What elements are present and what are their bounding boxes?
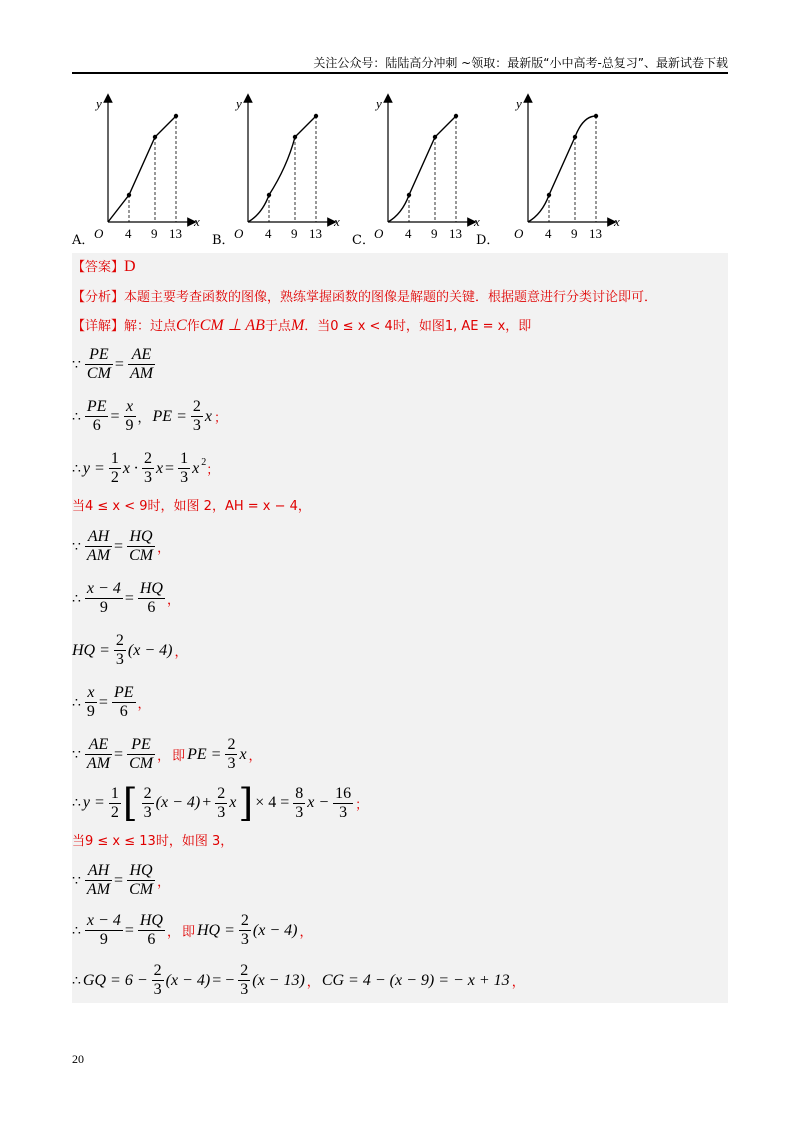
fraction	[238, 962, 250, 999]
denominator: 3	[240, 931, 249, 948]
numerator: PE	[113, 684, 134, 701]
case-2-text: 当4 ≤ x < 9时，如图 2，AH = x − 4，	[72, 499, 311, 514]
analysis-text: 本题主要考查函数的图像，熟练掌握函数的图像是解题的关键．根据题意进行分类讨论即可．	[124, 290, 658, 305]
var-x: x	[239, 745, 247, 763]
because-symbol: ∵	[72, 356, 81, 373]
comma: ，	[248, 749, 262, 764]
denominator: 9	[99, 931, 108, 948]
key-point	[573, 135, 577, 139]
numerator: 2	[143, 784, 152, 802]
origin-label: O	[514, 226, 524, 241]
pe-equals: PE =	[152, 407, 187, 425]
eq-2	[72, 398, 229, 435]
key-point	[314, 114, 318, 118]
tick-label: 4	[265, 226, 272, 241]
fraction	[109, 450, 121, 487]
comma: ，	[157, 541, 171, 556]
equals: =	[110, 407, 120, 425]
case-3-line	[72, 832, 233, 851]
header-rule	[72, 72, 728, 74]
x-minus: x −	[307, 794, 330, 811]
fraction	[142, 785, 154, 822]
option-d-label[interactable]: D．	[476, 233, 500, 248]
numerator: 2	[240, 962, 249, 979]
y-axis-label: y	[96, 96, 102, 111]
fraction	[85, 736, 112, 773]
numerator: HQ	[139, 912, 163, 929]
eq-4	[72, 528, 172, 565]
detail-line	[72, 317, 531, 336]
fraction	[85, 580, 123, 617]
denominator: 2	[110, 803, 119, 821]
denominator: 3	[115, 651, 124, 668]
var-x: x	[155, 459, 164, 477]
eq-9	[72, 781, 370, 825]
answer-value: D	[124, 258, 136, 275]
tick-label: 9	[151, 226, 158, 241]
graph-d	[514, 96, 620, 241]
eq-10	[72, 862, 172, 899]
paren-expression: (x − 13)	[252, 971, 305, 989]
because-symbol: ∵	[72, 872, 81, 889]
denominator: 3	[339, 803, 348, 821]
therefore-symbol: ∴	[72, 922, 81, 939]
cg-equation: CG = 4 − (x − 9) = − x + 13	[321, 971, 510, 989]
case-2-line	[72, 497, 311, 516]
numerator: 2	[217, 784, 226, 802]
x-axis-label: x	[334, 214, 340, 229]
denominator: 3	[240, 981, 249, 998]
therefore-symbol: ∴	[72, 694, 81, 711]
analysis-bracket: 【分析】	[72, 290, 125, 305]
comma: ，	[306, 975, 320, 990]
numerator: 2	[240, 912, 249, 929]
x-axis-label: x	[474, 214, 480, 229]
function-curve	[528, 116, 596, 222]
denominator: 3	[192, 417, 201, 434]
detail-intro-3: 于点	[264, 319, 291, 334]
graph-a	[94, 96, 200, 241]
numerator: AH	[85, 528, 112, 547]
function-curve	[388, 116, 456, 222]
numerator: x	[124, 398, 136, 417]
hq-equals: HQ =	[72, 641, 110, 659]
fraction	[138, 580, 165, 617]
eq-8	[72, 736, 264, 773]
key-point	[153, 135, 157, 139]
comma: ，	[137, 411, 151, 426]
numerator: x	[85, 684, 97, 703]
option-b-label[interactable]: B．	[212, 233, 235, 248]
denominator: CM	[86, 365, 111, 382]
numerator: HQ	[127, 862, 155, 881]
denominator: 9	[125, 417, 134, 434]
key-point	[547, 193, 551, 197]
numerator: x − 4	[86, 580, 121, 597]
because-symbol: ∵	[72, 746, 81, 763]
denominator: 6	[119, 703, 128, 720]
denominator: AM	[86, 755, 111, 772]
y-equals: y =	[82, 459, 105, 477]
fraction	[124, 398, 136, 435]
equals-negative: = −	[212, 971, 235, 989]
detail-intro-1: 解：过点	[124, 319, 177, 334]
numerator: AE	[128, 346, 155, 365]
denominator: AM	[86, 881, 111, 898]
eq-11	[72, 912, 314, 949]
graph-c	[374, 96, 480, 241]
page-number: 20	[72, 1052, 84, 1066]
y-axis-label: y	[516, 96, 522, 111]
key-point	[293, 135, 297, 139]
var-x: x	[229, 794, 237, 811]
fraction	[85, 346, 113, 383]
tick-label: 4	[405, 226, 412, 241]
numerator: HQ	[127, 528, 155, 547]
y-axis-label: y	[376, 96, 382, 111]
denominator: 6	[147, 599, 156, 616]
tick-label: 4	[125, 226, 132, 241]
numerator: x − 4	[86, 912, 121, 929]
option-a-label[interactable]: A．	[72, 233, 95, 248]
fraction	[239, 912, 251, 949]
numerator: PE	[127, 736, 155, 755]
denominator: 2	[110, 469, 119, 486]
eq-12	[72, 962, 527, 999]
comma: ，	[157, 749, 171, 764]
fraction	[293, 785, 305, 822]
numerator: AH	[85, 862, 112, 881]
fraction	[127, 862, 155, 899]
denominator: CM	[129, 547, 154, 564]
exponent: 2	[201, 457, 207, 468]
equals: =	[124, 589, 134, 607]
numerator: 2	[143, 450, 152, 467]
numerator: 2	[192, 398, 201, 415]
fraction	[85, 528, 112, 565]
numerator: PE	[85, 346, 113, 365]
eq-3	[72, 450, 221, 487]
tick-label: 9	[431, 226, 438, 241]
therefore-symbol: ∴	[72, 972, 81, 989]
numerator: AE	[85, 736, 112, 755]
tick-label: 9	[291, 226, 298, 241]
tick-label: 13	[309, 226, 322, 241]
option-graphs	[72, 90, 632, 250]
key-point	[267, 193, 271, 197]
comma: ，	[137, 697, 151, 712]
comma: ，	[166, 925, 180, 940]
paren-expression: (x − 4)	[165, 971, 211, 989]
eq-1	[72, 346, 157, 383]
fraction	[152, 962, 164, 999]
eq-7	[72, 684, 153, 721]
function-curve	[248, 116, 316, 222]
numerator: 8	[295, 784, 304, 802]
numerator: 2	[115, 632, 124, 649]
graph-b	[234, 96, 340, 241]
fraction	[142, 450, 154, 487]
tick-label: 4	[545, 226, 552, 241]
y-equals: y =	[82, 794, 105, 811]
detail-point-m: M	[290, 317, 305, 334]
key-point	[594, 114, 598, 118]
origin-label: O	[94, 226, 104, 241]
key-point	[127, 193, 131, 197]
because-symbol: ∵	[72, 538, 81, 555]
page-header: 关注公众号：陆陆高分冲刺 ~领取：最新版“小中高考-总复习”、最新试卷下载	[313, 56, 728, 70]
denominator: 3	[217, 803, 226, 821]
key-point	[433, 135, 437, 139]
var-x: x	[192, 459, 200, 477]
denominator: 3	[180, 469, 189, 486]
therefore-symbol: ∴	[72, 460, 81, 477]
equals: =	[114, 871, 124, 889]
right-bracket: ]	[238, 781, 254, 825]
function-curve	[108, 116, 176, 222]
paren-expression: (x − 4)	[155, 794, 201, 811]
times-four: × 4 =	[255, 794, 290, 811]
tick-label: 13	[589, 226, 602, 241]
fraction	[333, 785, 353, 822]
numerator: 2	[153, 962, 162, 979]
denominator: 3	[143, 469, 152, 486]
x-axis-label: x	[614, 214, 620, 229]
denominator: 3	[227, 755, 236, 772]
numerator: 1	[110, 784, 119, 802]
equals: =	[114, 355, 124, 373]
fraction	[178, 450, 190, 487]
tick-label: 9	[571, 226, 578, 241]
analysis-line	[72, 288, 657, 307]
detail-point-c: C	[176, 317, 187, 334]
equals: =	[114, 745, 124, 763]
therefore-symbol: ∴	[72, 408, 81, 425]
denominator: 6	[92, 417, 101, 434]
denominator: 3	[295, 803, 304, 821]
x-axis-label: x	[194, 214, 200, 229]
equals: =	[114, 537, 124, 555]
numerator: PE	[86, 398, 107, 415]
answer-line	[72, 258, 136, 277]
fraction	[138, 912, 165, 949]
denominator: AM	[129, 365, 154, 382]
origin-label: O	[374, 226, 384, 241]
option-graphs-svg	[72, 90, 632, 250]
detail-intro-4: ．当0 ≤ x < 4时，如图1, AE = x，即	[304, 319, 532, 334]
denominator: CM	[129, 881, 154, 898]
eq-5	[72, 580, 182, 617]
numerator: 2	[227, 736, 236, 753]
comma: ，	[174, 645, 188, 660]
semicolon: ；	[355, 797, 369, 813]
fraction	[109, 785, 121, 822]
denominator: 3	[153, 981, 162, 998]
denominator: 9	[86, 703, 95, 720]
fraction	[85, 862, 112, 899]
key-point	[454, 114, 458, 118]
eq-6	[72, 632, 189, 669]
tick-label: 13	[169, 226, 182, 241]
var-x: x	[204, 407, 212, 425]
tick-label: 13	[449, 226, 462, 241]
answer-bracket: 【答案】	[72, 260, 125, 275]
numerator: 1	[180, 450, 189, 467]
semicolon: ；	[206, 463, 220, 478]
times-x: x ·	[122, 459, 138, 477]
ji-word: 即	[181, 925, 195, 940]
origin-label: O	[234, 226, 244, 241]
semicolon: ；	[213, 411, 227, 426]
paren-expression: (x − 4)	[252, 921, 298, 939]
fraction	[85, 912, 123, 949]
fraction	[127, 528, 155, 565]
equals: =	[124, 921, 134, 939]
fraction	[128, 346, 155, 383]
plus: +	[202, 794, 212, 811]
numerator: HQ	[139, 580, 163, 597]
denominator: CM	[129, 755, 154, 772]
detail-bracket: 【详解】	[72, 319, 125, 334]
comma: ，	[299, 925, 313, 940]
gq-equals: GQ = 6 −	[82, 971, 148, 989]
case-3-text: 当9 ≤ x ≤ 13时，如图 3，	[72, 834, 234, 849]
denominator: 3	[143, 803, 152, 821]
detail-intro-2: 作	[186, 319, 200, 334]
key-point	[407, 193, 411, 197]
fraction	[85, 684, 97, 721]
numerator: 1	[110, 450, 119, 467]
fraction	[127, 736, 155, 773]
numerator: 16	[335, 784, 352, 802]
denominator: 6	[147, 931, 156, 948]
y-axis-label: y	[236, 96, 242, 111]
left-bracket: [	[122, 781, 138, 825]
fraction	[215, 785, 227, 822]
equals: =	[165, 459, 175, 477]
key-point	[174, 114, 178, 118]
denominator: AM	[86, 547, 111, 564]
therefore-symbol: ∴	[72, 795, 81, 811]
option-c-label[interactable]: C．	[352, 233, 375, 248]
equals: =	[98, 693, 108, 711]
fraction	[114, 632, 126, 669]
fraction	[112, 684, 136, 721]
denominator: 9	[99, 599, 108, 616]
fraction	[85, 398, 109, 435]
pe-equals: PE =	[187, 745, 222, 763]
hq-equals: HQ =	[197, 921, 235, 939]
detail-perp: CM ⊥ AB	[199, 317, 265, 334]
comma: ，	[157, 875, 171, 890]
ji-word: 即	[172, 749, 186, 764]
fraction	[225, 736, 237, 773]
paren-expression: (x − 4)	[127, 641, 173, 659]
therefore-symbol: ∴	[72, 590, 81, 607]
fraction	[191, 398, 203, 435]
comma: ，	[511, 975, 525, 990]
comma: ，	[166, 593, 180, 608]
